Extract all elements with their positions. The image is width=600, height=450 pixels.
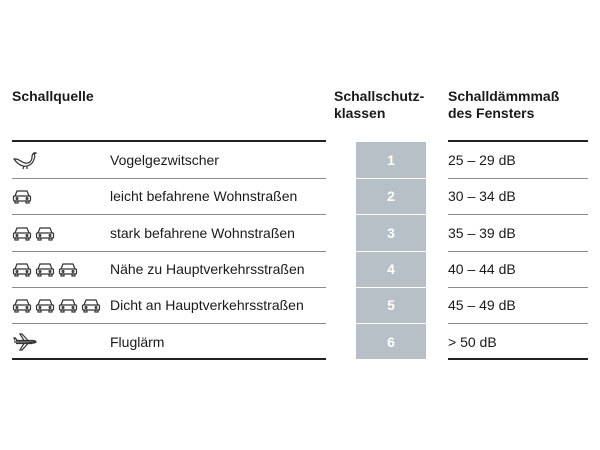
car-icon [58, 297, 78, 313]
table-row [0, 178, 600, 214]
car-icon [35, 261, 55, 277]
source-icons [12, 295, 101, 315]
class-number: 3 [387, 225, 395, 241]
header-class: Schallschutz- klassen [334, 88, 425, 121]
insulation-value: > 50 dB [448, 334, 497, 350]
source-icons [12, 223, 55, 243]
source-label: leicht befahrene Wohnstraßen [110, 188, 298, 204]
source-label: Dicht an Hauptverkehrsstraßen [110, 297, 304, 313]
insulation-value: 30 – 34 dB [448, 188, 516, 204]
class-number: 2 [387, 188, 395, 204]
class-number: 5 [387, 297, 395, 313]
table-row [0, 215, 600, 251]
insulation-value: 45 – 49 dB [448, 297, 516, 313]
car-icon [12, 297, 32, 313]
car-icon [81, 297, 101, 313]
bottom-rule-value [448, 358, 588, 360]
car-icon [35, 225, 55, 241]
source-icons [12, 332, 38, 352]
bird-icon [12, 150, 38, 170]
table-row [0, 251, 600, 287]
source-icons [12, 259, 78, 279]
table-row [0, 324, 600, 360]
car-icon [12, 261, 32, 277]
source-label: Nähe zu Hauptverkehrsstraßen [110, 261, 305, 277]
source-label: Vogelgezwitscher [110, 152, 219, 168]
source-icons [12, 186, 32, 206]
car-icon [35, 297, 55, 313]
insulation-value: 35 – 39 dB [448, 225, 516, 241]
source-label: stark befahrene Wohnstraßen [110, 225, 295, 241]
class-number: 6 [387, 334, 395, 350]
source-icons [12, 150, 38, 170]
bottom-rule-source [12, 358, 326, 360]
source-label: Fluglärm [110, 334, 165, 350]
car-icon [12, 225, 32, 241]
table-row [0, 287, 600, 323]
header-source: Schallquelle [12, 88, 94, 104]
car-icon [12, 188, 32, 204]
insulation-value: 25 – 29 dB [448, 152, 516, 168]
class-number: 1 [387, 152, 395, 168]
table-row [0, 142, 600, 178]
header-value: Schalldämmmaß des Fensters [448, 88, 560, 121]
car-icon [58, 261, 78, 277]
insulation-value: 40 – 44 dB [448, 261, 516, 277]
class-number: 4 [387, 261, 395, 277]
airplane-icon [12, 332, 38, 352]
